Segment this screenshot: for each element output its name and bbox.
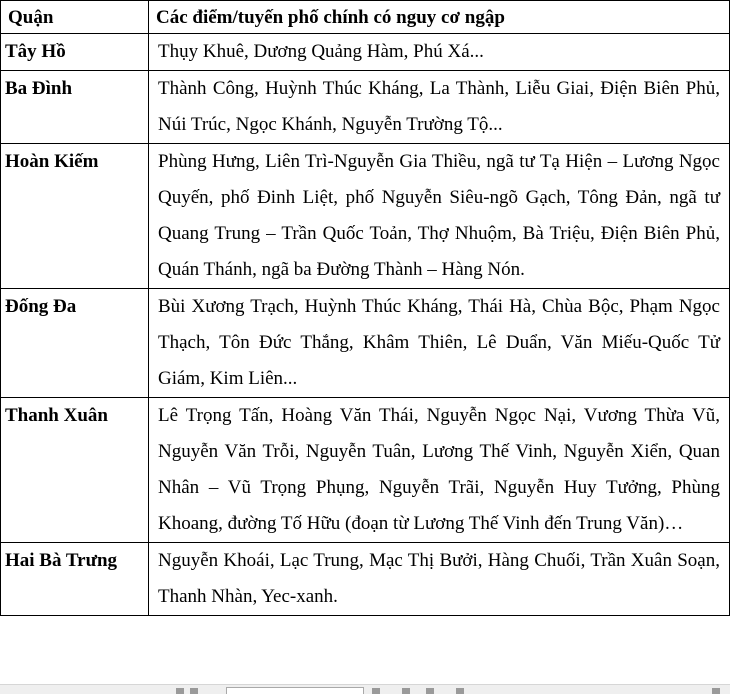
street-list: Lê Trọng Tấn, Hoàng Văn Thái, Nguyễn Ngọc Nại, Vương Thừa Vũ, Nguyễn Văn Trỗi, Nguyễn Tuân, Lương Thế Vinh, Nguyễn Xiển, Quan Nhân – Vũ Trọng Phụng, Nguyễn Trãi, Nguyễn Huy Tưởng, Phùng Khoang, đường Tố Hữu (đoạn từ Lương Thế Vinh đến Trung Văn)…	[158, 405, 720, 534]
district-name: Thanh Xuân	[5, 405, 108, 426]
table-row	[1, 398, 730, 543]
table-row	[1, 543, 730, 616]
district-name: Ba Đình	[5, 78, 73, 99]
district-cell	[1, 34, 149, 71]
table-header-row	[1, 1, 730, 34]
streets-cell	[149, 71, 730, 144]
toolbar-icon[interactable]	[176, 688, 184, 694]
streets-cell	[149, 398, 730, 543]
toolbar-icon[interactable]	[712, 688, 720, 694]
street-list: Thụy Khuê, Dương Quảng Hàm, Phú Xá...	[158, 41, 484, 62]
streets-cell	[149, 144, 730, 289]
table-row	[1, 71, 730, 144]
street-list: Thành Công, Huỳnh Thúc Kháng, La Thành, Liễu Giai, Điện Biên Phủ, Núi Trúc, Ngọc Khánh, Nguyễn Trường Tộ...	[158, 78, 720, 135]
street-list: Phùng Hưng, Liên Trì-Nguyễn Gia Thiều, ngã tư Tạ Hiện – Lương Ngọc Quyến, phố Đinh Liệt, phố Nguyễn Siêu-ngõ Gạch, Tông Đản, ngã tư Quang Trung – Trần Quốc Toản, Thợ Nhuộm, Bà Triệu, Điện Biên Phủ, Quán Thánh, ngã ba Đường Thành – Hàng Nón.	[158, 151, 720, 280]
street-list: Bùi Xương Trạch, Huỳnh Thúc Kháng, Thái Hà, Chùa Bộc, Phạm Ngọc Thạch, Tôn Đức Thắng, Khâm Thiên, Lê Duẩn, Văn Miếu-Quốc Tử Giám, Kim Liên...	[158, 296, 720, 389]
district-cell	[1, 144, 149, 289]
district-name: Hoàn Kiếm	[5, 151, 99, 172]
district-cell	[1, 543, 149, 616]
header-streets-label: Các điểm/tuyến phố chính có nguy cơ ngập	[156, 7, 505, 28]
toolbar-icon[interactable]	[402, 688, 410, 694]
street-list: Nguyễn Khoái, Lạc Trung, Mạc Thị Bưởi, Hàng Chuối, Trần Xuân Soạn, Thanh Nhàn, Yec-xanh.	[158, 550, 720, 607]
district-name: Đống Đa	[5, 296, 77, 317]
district-cell	[1, 398, 149, 543]
streets-cell	[149, 34, 730, 71]
district-cell	[1, 289, 149, 398]
table-row	[1, 34, 730, 71]
district-name: Hai Bà Trưng	[5, 550, 118, 571]
header-district-label: Quận	[8, 7, 54, 28]
toolbar-icon[interactable]	[190, 688, 198, 694]
table-row	[1, 144, 730, 289]
header-streets	[149, 1, 730, 34]
streets-cell	[149, 289, 730, 398]
streets-cell	[149, 543, 730, 616]
toolbar-icon[interactable]	[372, 688, 380, 694]
table-row	[1, 289, 730, 398]
district-cell	[1, 71, 149, 144]
header-district	[1, 1, 149, 34]
save-icon[interactable]	[426, 688, 434, 694]
district-name: Tây Hồ	[5, 41, 66, 62]
toolbar-icon[interactable]	[456, 688, 464, 694]
